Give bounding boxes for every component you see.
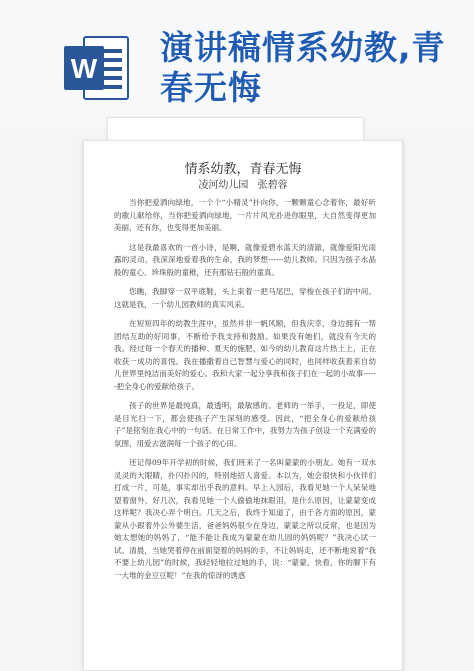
word-document-icon [62, 33, 132, 103]
paragraph-2: 这是我最喜欢的一首小诗，是啊，就像爱碧水蓝天的清澈，就像爱阳光雨露的灵动，我深深地爱着我的生命，我的梦想------幼儿教师。只因为孩子水晶般的童心、珍珠般的童稚，还有那钻石般的童真。 [114, 242, 376, 277]
paragraph-3: 您瞧，我脚穿一双平底鞋，头上束着一把马尾巴，穿梭在孩子们的中间。这就是我，一个幼儿园教师的真实风采。 [114, 287, 376, 309]
paragraph-6: 还记得09年开学初的时候，我们班来了一名叫蒙蒙的小朋友。她有一双水灵灵的大眼睛，扑闪扑闪的，特别地招人喜爱。本以为，她会很快和小伙伴们打成一片，可是，事实却出乎我的意料。早上入园后，我看见她一个人呆呆地望着窗外，好几次，我看见她一个人偷偷地抹眼泪，是什么原因，让蒙蒙变成这样呢？我决心弄个明白。几天之后，我终于知道了，由于各方面的原因，蒙蒙从小跟着外公外婆生活，爸爸妈妈很少在身边，蒙蒙之所以反常，也是因为她太想她的妈妈了，“能不能让我成为蒙蒙在幼儿园的妈妈呢？”我决心试一试。清晨，当她哭着停在前面望着的妈妈的手，不让妈妈走，还不断地说着“我不要上幼儿园”的时候，我轻轻地拉过她的手，说：“蒙蒙，快看，你的脚下有一大堆的金豆豆呢！”在我的惊讶的诱惑 [114, 458, 376, 580]
banner-title: 演讲稿情系幼教,青春无悔 [160, 28, 446, 107]
document-title: 情系幼教，青春无悔 [184, 162, 302, 177]
paragraph-1: 当你把爱洒向绿地，一个个“小精灵”扑向你，一颗颗童心念着你，最好听的歌儿献给你，当你把爱洒向绿地，一片片风光扑进你眼里，大自然变得更加美丽，还有你，也变得更加美丽。 [114, 198, 376, 232]
document-page [83, 140, 403, 671]
document-body [114, 197, 376, 589]
document-author: 凌河幼儿园 张碧蓉 [198, 180, 288, 191]
paragraph-5: 孩子的世界是最纯真，最透明，最敏感的。老师的一举手，一投足，即使是目光扫一下，都会使孩子产生深刻的感受。因此，“把全身心的爱献给孩子”是铭刻在我心中的一句话。在日常工作中，我努力为孩子创设一个充满爱的氛围，用爱去滋润每一个孩子的心田。 [114, 401, 376, 448]
paragraph-4: 在短短四年的幼教生涯中，虽然并非一帆风顺，但我庆幸，身边拥有一帮团结互助的好同事，不断给予我支持和鼓励。如果没有她们，就没有今天的我。经过每一个春天的播种、夏天的施肥，如今的幼儿教育这片热土上，正在收获一成功的喜悦。我在播撒着自己智慧与爱心的同时，也同样收获着来自幼儿世界里纯洁而美好的爱心。我和大家一起分享我和孩子们在一起的小故事------把全身心的爱献给孩子。 [114, 319, 376, 391]
banner [0, 0, 474, 128]
word-icon-letter: W [70, 53, 98, 84]
